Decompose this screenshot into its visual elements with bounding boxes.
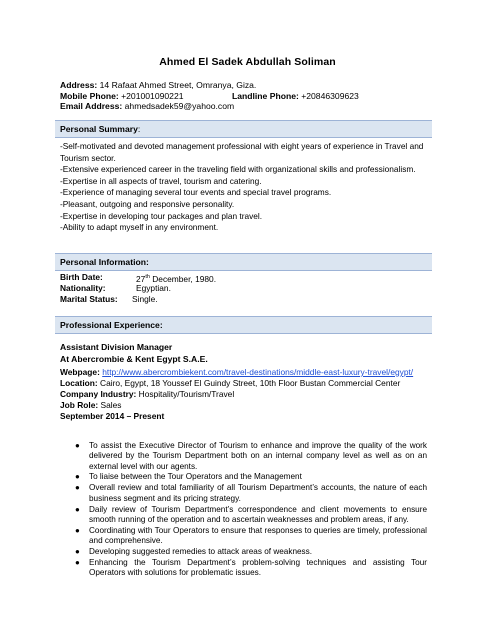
duty-item xyxy=(75,483,427,504)
duty-item xyxy=(75,472,427,482)
summary-title: Personal Summary xyxy=(60,124,138,134)
bullet-icon: ● xyxy=(75,441,80,450)
duty-text: To assist the Executive Director of Tourism to enhance and improve the quality of the work delivered by the Tourism Department both on an internal company level as well as on an external level with our agents. xyxy=(89,441,427,471)
duty-item xyxy=(75,526,427,547)
birth-sup: th xyxy=(145,274,150,280)
summary-section-header xyxy=(55,120,432,138)
duty-text: Coordinating with Tour Operators to ensure that responses to queries are timely, professional and comprehensive. xyxy=(89,525,427,546)
email-line xyxy=(60,101,440,112)
summary-line: -Self-motivated and devoted management professional with eight years of experience in Travel and Tourism sector. xyxy=(60,141,424,163)
landline-value: +20846309623 xyxy=(301,90,359,101)
personal-title: Personal Information: xyxy=(60,257,149,267)
job-title: Assistant Division Manager xyxy=(60,342,173,352)
location-label: Location: xyxy=(60,378,98,388)
contact-block xyxy=(60,80,440,112)
experience-section-header xyxy=(55,316,432,334)
duty-text: Daily review of Tourism Department’s correspondence and client movements to ensure smooth running of the operation and to ascertain weaknesses and problem areas, if any. xyxy=(89,504,427,524)
address-label: Address: xyxy=(60,80,98,90)
birth-rest: December, 1980. xyxy=(149,273,217,284)
nationality-label: Nationality: xyxy=(60,283,106,293)
address-value: 14 Rafaat Ahmed Street, Omranya, Giza. xyxy=(99,80,257,90)
birth-day: 27 xyxy=(136,273,146,284)
nationality-value: Egyptian. xyxy=(136,283,171,293)
summary-title-suffix: : xyxy=(137,124,141,134)
duty-item xyxy=(75,441,427,472)
role-label: Job Role: xyxy=(60,400,99,410)
email-label: Email Address: xyxy=(60,101,123,111)
mobile-label: Mobile Phone: xyxy=(60,90,119,101)
location-value: Cairo, Egypt, 18 Youssef El Guindy Street, 10th Floor Bustan Commercial Center xyxy=(100,378,401,388)
birth-label: Birth Date: xyxy=(60,272,103,282)
marital-value: Single. xyxy=(132,294,158,304)
summary-line: -Extensive experienced career in the traveling field with organizational skills and professionalism. xyxy=(60,164,416,175)
duty-text: Developing suggested remedies to attack areas of weakness. xyxy=(89,546,313,556)
webpage-link[interactable]: http://www.abercrombiekent.com/travel-destinations/middle-east-luxury-travel/egypt/ xyxy=(102,367,414,377)
bullet-icon: ● xyxy=(75,546,80,556)
industry-label: Company Industry: xyxy=(60,389,137,399)
summary-line: -Expertise in developing tour packages and plan travel. xyxy=(60,210,263,221)
duty-text: Enhancing the Tourism Department’s problem-solving techniques and assisting Tour Operators with solutions for problematic issues. xyxy=(89,557,427,578)
summary-line: -Pleasant, outgoing and responsive personality. xyxy=(60,198,235,209)
bullet-icon: ● xyxy=(75,504,80,514)
industry-value: Hospitality/Tourism/Travel xyxy=(138,389,235,399)
job-details xyxy=(60,367,435,422)
summary-block xyxy=(60,141,435,234)
personal-block xyxy=(60,272,435,305)
duty-text: To liaise between the Tour Operators and the Management xyxy=(89,472,302,482)
job-header xyxy=(60,341,435,365)
nationality-row xyxy=(60,283,435,294)
duty-item xyxy=(75,505,427,526)
webpage-line xyxy=(60,367,435,378)
landline-label: Landline Phone: xyxy=(232,90,299,101)
duties-list xyxy=(75,441,427,579)
personal-section-header xyxy=(55,253,432,271)
role-value: Sales xyxy=(100,400,122,410)
location-line xyxy=(60,378,435,389)
duty-text: Overall review and total familiarity of all Tourism Department’s accounts, the nature of each business segment and its pricing strategy. xyxy=(89,483,427,503)
duty-item xyxy=(75,547,427,557)
bullet-icon: ● xyxy=(75,557,80,567)
phone-line xyxy=(60,91,440,102)
company-name: At Abercrombie & Kent Egypt S.A.E. xyxy=(60,354,208,364)
marital-label: Marital Status: xyxy=(60,294,118,304)
industry-line xyxy=(60,389,435,400)
webpage-label: Webpage: xyxy=(60,367,100,377)
summary-line: -Expertise in all aspects of travel, tourism and catering. xyxy=(60,175,262,186)
duty-item xyxy=(75,558,427,579)
role-line xyxy=(60,400,435,411)
address-line xyxy=(60,80,440,91)
email-value[interactable]: ahmedsadek59@yahoo.com xyxy=(124,101,235,111)
mobile-value: +201001090221 xyxy=(121,90,184,101)
summary-line: -Experience of managing several tour events and special travel programs. xyxy=(60,187,332,198)
bullet-icon: ● xyxy=(75,472,80,482)
experience-title: Professional Experience: xyxy=(60,320,163,330)
birth-value xyxy=(136,272,216,283)
job-period: September 2014 – Present xyxy=(60,411,165,421)
marital-row xyxy=(60,294,435,305)
bullet-icon: ● xyxy=(75,525,80,535)
bullet-icon: ● xyxy=(75,483,80,493)
candidate-name: Ahmed El Sadek Abdullah Soliman xyxy=(159,56,336,68)
summary-line: -Ability to adapt myself in any environment. xyxy=(60,222,219,233)
birth-row xyxy=(60,272,435,283)
